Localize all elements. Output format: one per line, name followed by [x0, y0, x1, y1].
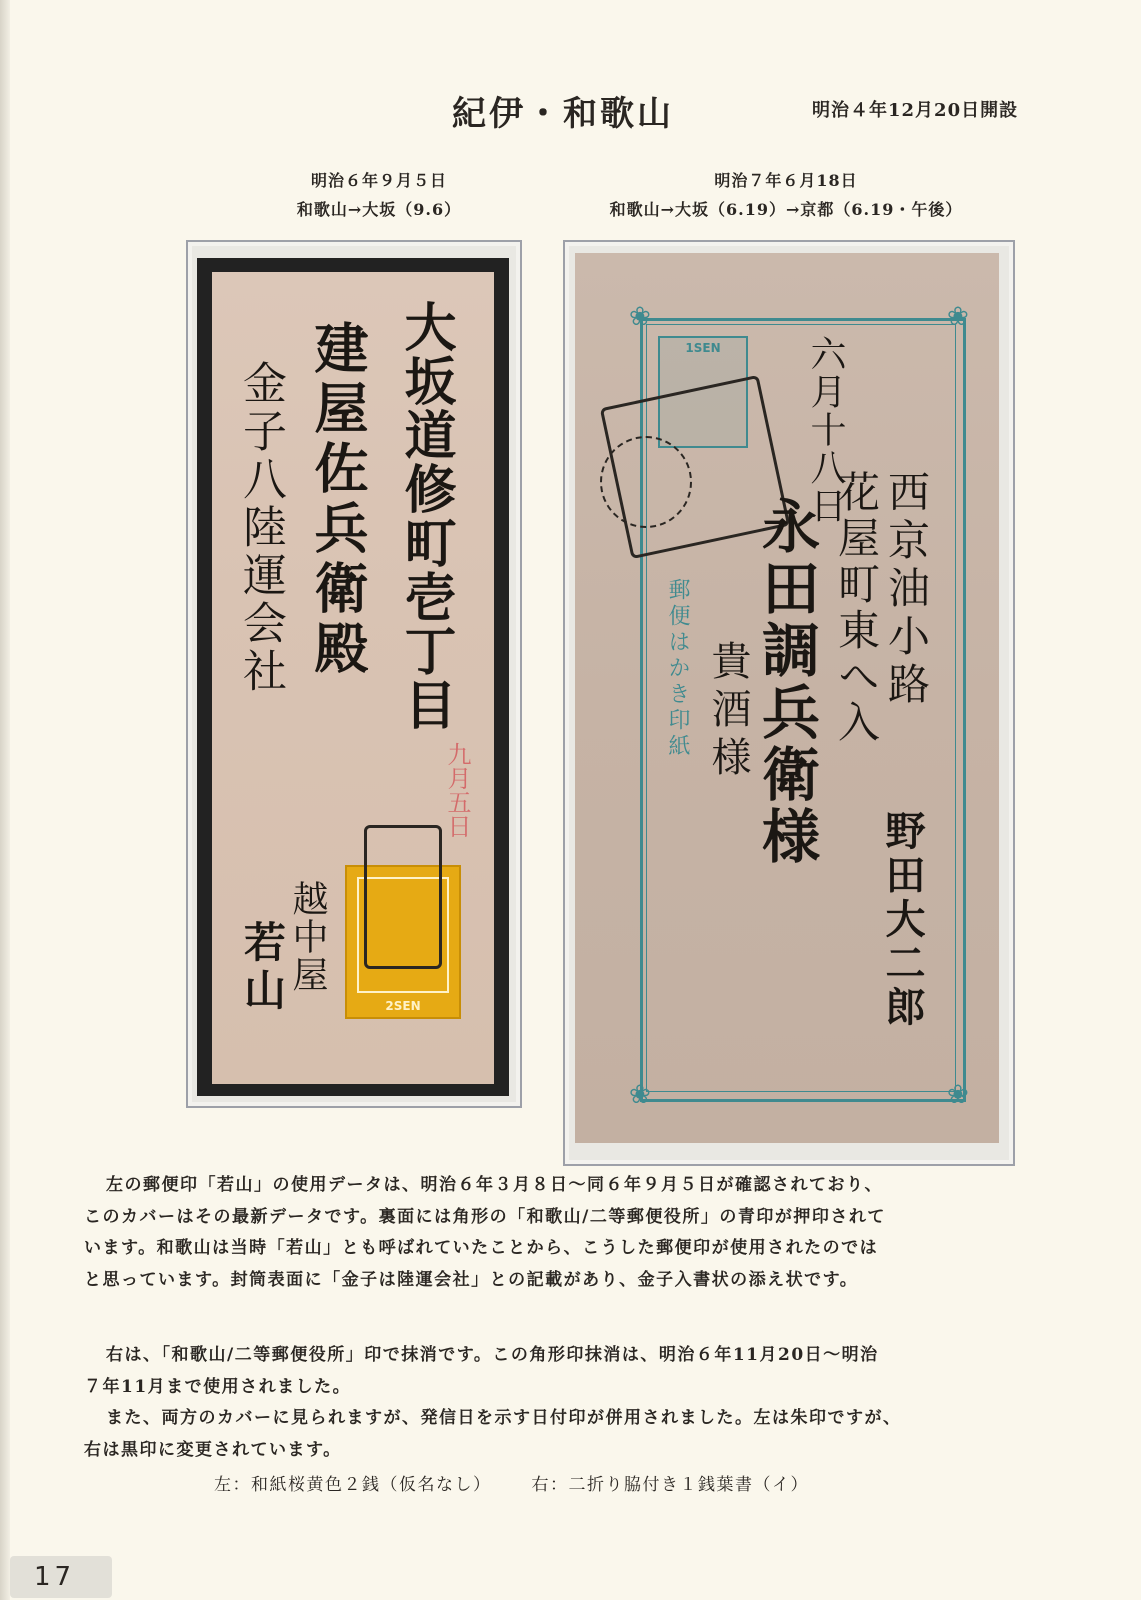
text-line: ７年11月まで使用されました。	[84, 1376, 352, 1397]
boxed-postmark	[364, 825, 442, 969]
right-caption-route: 和歌山→大坂（6.19）→京都（6.19・午後）	[609, 200, 963, 219]
text-line: と思っています。封筒表面に「金子は陸運会社」との記載があり、金子入書状の添え状です。	[84, 1269, 859, 1290]
right-address-line-4: 貴酒様	[705, 640, 751, 784]
right-caption-date: 明治７年６月18日	[714, 171, 858, 190]
left-address-line-1: 大坂道修町壱丁目	[395, 300, 456, 732]
round-date-postmark	[600, 436, 692, 528]
left-caption-route: 和歌山→大坂（9.6）	[296, 200, 462, 219]
left-sender-line: 越中屋	[287, 880, 328, 994]
footnote-right: 右：二折り脇付き１銭葉書（イ）	[531, 1475, 809, 1495]
flourish-corner-icon: ❀	[629, 302, 651, 332]
right-caption	[566, 166, 1006, 224]
stamp-value: 2SEN	[385, 999, 421, 1013]
right-address-line-3: 永田調兵衛様	[752, 496, 820, 868]
left-address-line-3: 金子八陸運会社	[235, 360, 286, 696]
description-paragraph-1	[84, 1170, 1064, 1296]
text-line: います。和歌山は当時「若山」とも呼ばれていたことから、こうした郵便印が使用されたのでは	[84, 1238, 879, 1258]
left-caption-date: 明治６年９月５日	[310, 171, 447, 190]
flourish-corner-icon: ❀	[629, 1080, 651, 1110]
flourish-corner-icon: ❀	[947, 1080, 969, 1110]
indicium-value: 1SEN	[685, 341, 721, 355]
page-number: 17	[10, 1556, 112, 1598]
right-address-line-1: 西京油小路	[882, 470, 931, 710]
text-line: 右は、「和歌山/二等郵便役所」印で抹消です。この角形印抹消は、明治６年11月20日～明治	[106, 1345, 879, 1365]
footnote-left: 左：和紙桜黄色２銭（仮名なし）	[214, 1475, 492, 1495]
description-paragraph-3	[84, 1403, 1064, 1466]
page-binding-edge	[0, 0, 10, 1600]
page-title: 紀伊・和歌山	[452, 94, 674, 134]
left-address-line-2: 建屋佐兵衛殿	[306, 320, 370, 680]
printed-card-label: 郵便はかき印紙	[665, 578, 690, 760]
flourish-corner-icon: ❀	[947, 302, 969, 332]
text-line: また、両方のカバーに見られますが、発信日を示す日付印が併用されました。左は朱印ですが、	[106, 1408, 902, 1428]
text-line: 右は黒印に変更されています。	[84, 1439, 342, 1460]
left-caption	[214, 166, 544, 224]
text-line: 左の郵便印「若山」の使用データは、明治６年３月８日～同６年９月５日が確認されており、	[106, 1175, 883, 1195]
established-date: 明治４年12月20日開設	[812, 100, 1019, 121]
item-footnote	[214, 1470, 809, 1495]
description-paragraph-2	[84, 1340, 1064, 1403]
red-date-mark: 九月五日	[443, 742, 471, 838]
right-address-line-2: 花屋町東へ入	[832, 470, 881, 746]
text-line: このカバーはその最新データです。裏面には角形の「和歌山/二等郵便役所」の青印が押印されて	[84, 1206, 886, 1227]
left-sender-name: 若山	[238, 920, 287, 1016]
handwritten-date: 六月十八日	[805, 335, 846, 525]
right-sender-line: 野田大二郎	[879, 810, 926, 1030]
